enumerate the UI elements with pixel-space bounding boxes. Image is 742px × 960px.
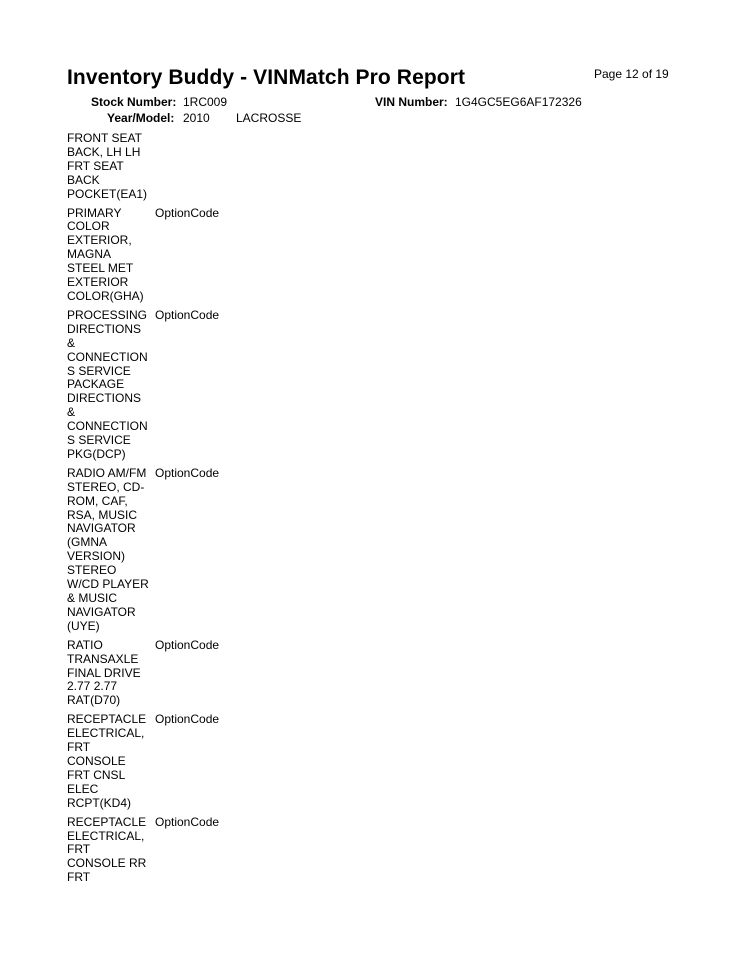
option-description: FRONT SEAT BACK, LH LH FRT SEAT BACK POCKET(EA1): [67, 131, 148, 201]
option-row: [67, 309, 267, 462]
vin-number-label: VIN Number:: [375, 95, 448, 109]
option-row: [67, 713, 267, 810]
option-row: [67, 207, 267, 304]
stock-number-label: Stock Number:: [91, 95, 177, 109]
option-type: OptionCode: [155, 637, 220, 652]
option-type: OptionCode: [155, 712, 220, 727]
options-list: [67, 132, 267, 890]
vin-number-value: 1G4GC5EG6AF172326: [455, 95, 582, 109]
stock-number-value: 1RC009: [183, 95, 228, 109]
page-number: Page 12 of 19: [594, 67, 669, 81]
option-type: OptionCode: [155, 814, 220, 829]
option-type: OptionCode: [155, 465, 220, 480]
option-description: PRIMARY COLOR EXTERIOR, MAGNA STEEL MET EXTERIOR COLOR(GHA): [67, 205, 144, 303]
option-row: [67, 467, 267, 634]
option-description: PROCESSING DIRECTIONS & CONNECTION S SERVICE PACKAGE DIRECTIONS & CONNECTION S SERVICE PKG(DCP): [67, 307, 148, 461]
model-value: LACROSSE: [236, 111, 302, 125]
option-row: [67, 639, 267, 709]
option-description: RECEPTACLE ELECTRICAL, FRT CONSOLE RR FRT: [67, 814, 147, 885]
option-type: OptionCode: [155, 307, 220, 322]
option-row: [67, 132, 267, 202]
option-type: OptionCode: [155, 205, 220, 220]
option-description: RECEPTACLE ELECTRICAL, FRT CONSOLE FRT CNSL ELEC RCPT(KD4): [67, 712, 147, 810]
option-description: RATIO TRANSAXLE FINAL DRIVE 2.77 2.77 RAT(D70): [67, 637, 141, 708]
report-title: Inventory Buddy - VINMatch Pro Report: [67, 66, 466, 89]
option-description: RADIO AM/FM STEREO, CD- ROM, CAF, RSA, MUSIC NAVIGATOR (GMNA VERSION) STEREO W/CD PLAYER & MUSIC NAVIGATOR (UYE): [67, 465, 149, 633]
year-value: 2010: [183, 111, 210, 125]
option-row: [67, 816, 267, 886]
year-model-label: Year/Model:: [107, 111, 175, 125]
